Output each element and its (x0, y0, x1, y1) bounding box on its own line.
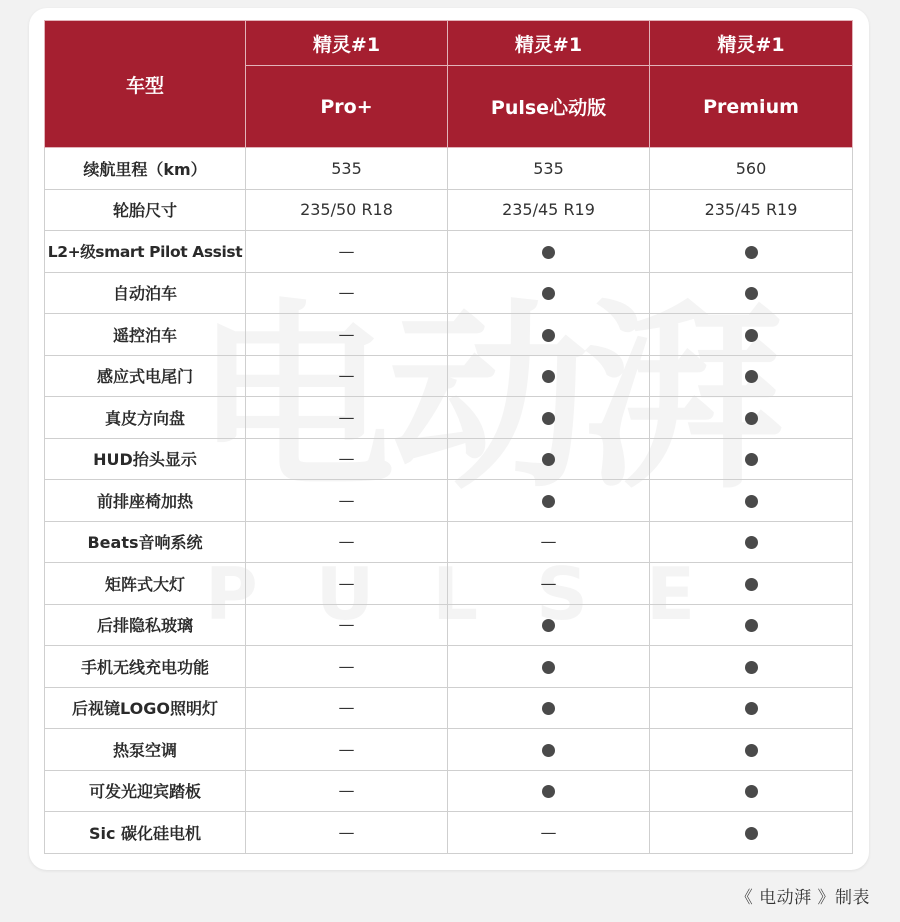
feature-label: HUD抬头显示 (45, 438, 246, 480)
feature-label: 手机无线充电功能 (45, 646, 246, 688)
value-cell (246, 314, 448, 356)
not-included-dash-icon: — (338, 739, 355, 759)
not-included-dash-icon: — (338, 283, 355, 303)
value-cell (650, 397, 853, 439)
not-included-dash-icon: — (338, 615, 355, 635)
trim-variant-2: Pulse心动版 (448, 66, 650, 148)
value-cell (650, 314, 853, 356)
value-cell (650, 687, 853, 729)
table-row (45, 438, 853, 480)
feature-label: 自动泊车 (45, 272, 246, 314)
not-included-dash-icon: — (338, 449, 355, 469)
not-included-dash-icon: — (540, 822, 557, 842)
table-row (45, 812, 853, 854)
not-included-dash-icon: — (338, 822, 355, 842)
table-row (45, 231, 853, 273)
table-row (45, 770, 853, 812)
included-dot-icon (542, 453, 555, 466)
value-text: 235/50 R18 (300, 200, 393, 220)
value-cell (246, 438, 448, 480)
value-cell (650, 646, 853, 688)
value-cell (246, 355, 448, 397)
value-cell (246, 729, 448, 771)
value-cell (650, 148, 853, 190)
included-dot-icon (745, 453, 758, 466)
not-included-dash-icon: — (338, 532, 355, 552)
value-cell (448, 646, 650, 688)
table-row (45, 272, 853, 314)
spec-table-body (45, 148, 853, 854)
trim-name-1: 精灵#1 (246, 21, 448, 66)
included-dot-icon (542, 246, 555, 259)
value-text: 560 (735, 158, 767, 178)
included-dot-icon (745, 578, 758, 591)
included-dot-icon (745, 619, 758, 632)
table-row (45, 314, 853, 356)
value-cell (246, 480, 448, 522)
value-cell (246, 521, 448, 563)
value-cell (246, 687, 448, 729)
value-cell (246, 770, 448, 812)
value-cell (448, 729, 650, 771)
value-cell (246, 189, 448, 231)
value-cell (650, 189, 853, 231)
table-row (45, 397, 853, 439)
not-included-dash-icon: — (338, 698, 355, 718)
trim-name-2: 精灵#1 (448, 21, 650, 66)
value-cell (246, 812, 448, 854)
included-dot-icon (542, 329, 555, 342)
value-cell (448, 770, 650, 812)
value-cell (650, 729, 853, 771)
not-included-dash-icon: — (338, 573, 355, 593)
included-dot-icon (542, 370, 555, 383)
included-dot-icon (542, 287, 555, 300)
feature-label: L2+级smart Pilot Assist (45, 231, 246, 273)
value-cell (650, 563, 853, 605)
table-row (45, 604, 853, 646)
value-cell (448, 438, 650, 480)
value-cell (448, 604, 650, 646)
value-cell (246, 397, 448, 439)
feature-label: 矩阵式大灯 (45, 563, 246, 605)
value-cell (650, 231, 853, 273)
included-dot-icon (745, 495, 758, 508)
included-dot-icon (745, 246, 758, 259)
included-dot-icon (542, 744, 555, 757)
feature-label: 可发光迎宾踏板 (45, 770, 246, 812)
value-cell (448, 272, 650, 314)
table-row (45, 480, 853, 522)
value-cell (650, 770, 853, 812)
not-included-dash-icon: — (338, 781, 355, 801)
not-included-dash-icon: — (338, 324, 355, 344)
not-included-dash-icon: — (338, 241, 355, 261)
credit-text: 《 电动湃 》制表 (735, 888, 870, 908)
trim-variant-3: Premium (650, 66, 853, 148)
feature-label: 遥控泊车 (45, 314, 246, 356)
value-cell (448, 355, 650, 397)
included-dot-icon (745, 329, 758, 342)
feature-label: 轮胎尺寸 (45, 189, 246, 231)
not-included-dash-icon: — (338, 490, 355, 510)
table-row (45, 729, 853, 771)
value-cell (448, 148, 650, 190)
feature-label: 后视镜LOGO照明灯 (45, 687, 246, 729)
included-dot-icon (745, 785, 758, 798)
spec-table (44, 20, 853, 854)
value-cell (448, 314, 650, 356)
value-text: 235/45 R19 (704, 200, 798, 220)
table-row (45, 646, 853, 688)
value-text: 535 (331, 158, 362, 178)
feature-label: 真皮方向盘 (45, 397, 246, 439)
included-dot-icon (542, 661, 555, 674)
not-included-dash-icon: — (338, 656, 355, 676)
value-cell (650, 604, 853, 646)
table-row (45, 563, 853, 605)
value-cell (650, 438, 853, 480)
value-cell (448, 231, 650, 273)
value-cell (448, 812, 650, 854)
value-cell (650, 521, 853, 563)
value-cell (448, 480, 650, 522)
table-row (45, 189, 853, 231)
value-text: 235/45 R19 (502, 200, 595, 220)
feature-label: 续航里程（km） (45, 148, 246, 190)
value-cell (650, 272, 853, 314)
trim-variant-1: Pro+ (246, 66, 448, 148)
included-dot-icon (745, 827, 758, 840)
value-cell (650, 480, 853, 522)
included-dot-icon (745, 744, 758, 757)
value-cell (448, 563, 650, 605)
included-dot-icon (542, 412, 555, 425)
included-dot-icon (745, 287, 758, 300)
table-row (45, 687, 853, 729)
value-cell (650, 812, 853, 854)
value-cell (448, 687, 650, 729)
feature-label: 感应式电尾门 (45, 355, 246, 397)
spec-table-header (45, 21, 853, 148)
included-dot-icon (745, 370, 758, 383)
trim-name-3: 精灵#1 (650, 21, 853, 66)
included-dot-icon (745, 702, 758, 715)
value-cell (650, 355, 853, 397)
included-dot-icon (745, 412, 758, 425)
value-cell (246, 272, 448, 314)
feature-label: Sic 碳化硅电机 (45, 812, 246, 854)
included-dot-icon (542, 619, 555, 632)
included-dot-icon (745, 661, 758, 674)
not-included-dash-icon: — (540, 532, 557, 552)
value-cell (246, 646, 448, 688)
feature-label: 前排座椅加热 (45, 480, 246, 522)
included-dot-icon (542, 785, 555, 798)
feature-label: 后排隐私玻璃 (45, 604, 246, 646)
value-cell (448, 397, 650, 439)
feature-label: 热泵空调 (45, 729, 246, 771)
value-cell (448, 521, 650, 563)
included-dot-icon (542, 702, 555, 715)
included-dot-icon (542, 495, 555, 508)
value-cell (246, 563, 448, 605)
value-cell (246, 148, 448, 190)
table-row (45, 355, 853, 397)
value-text: 535 (533, 158, 564, 178)
table-row (45, 148, 853, 190)
model-label: 车型 (45, 21, 246, 148)
value-cell (448, 189, 650, 231)
table-row (45, 521, 853, 563)
value-cell (246, 604, 448, 646)
feature-label: Beats音响系统 (45, 521, 246, 563)
not-included-dash-icon: — (540, 573, 557, 593)
included-dot-icon (745, 536, 758, 549)
value-cell (246, 231, 448, 273)
not-included-dash-icon: — (338, 407, 355, 427)
not-included-dash-icon: — (338, 366, 355, 386)
